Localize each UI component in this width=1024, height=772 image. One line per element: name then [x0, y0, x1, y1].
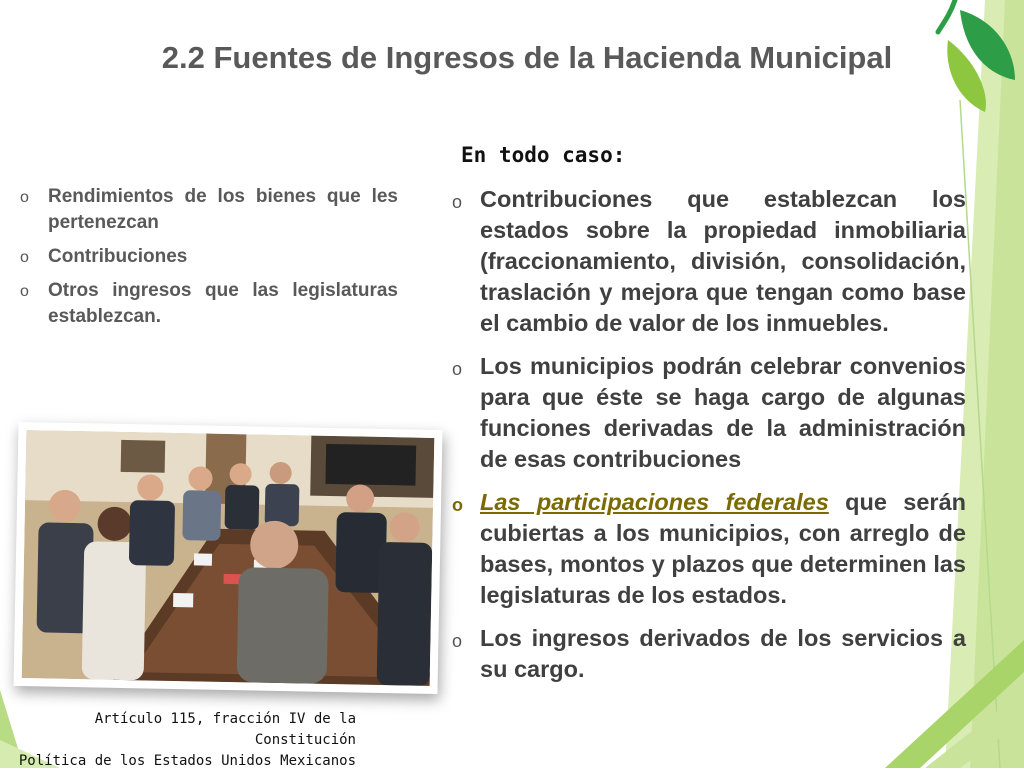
citation-line: Artículo 115, fracción IV de la Constitución [94, 711, 356, 748]
left-list-item [20, 244, 398, 270]
meeting-photo [14, 422, 443, 694]
bullet-icon: o [452, 359, 463, 379]
meeting-photo-illustration [22, 430, 435, 686]
right-item-text: Los ingresos derivados de los servicios a su cargo. [480, 625, 966, 682]
right-item-text: Contribuciones que establezcan los estados sobre la propiedad inmobiliaria (fraccionamiento, división, consolidación, traslación y mejora que tengan como base el cambio de valor de los inmuebles. [480, 186, 966, 336]
slide-title: 2.2 Fuentes de Ingresos de la Hacienda Municipal [161, 40, 893, 75]
left-list-item [20, 184, 398, 236]
bullet-icon: o [452, 631, 463, 651]
right-item-text: Los municipios podrán celebrar convenios para que éste se haga cargo de algunas funciones derivadas de la administración de esas contribuciones [480, 353, 966, 472]
citation-footer [0, 709, 356, 772]
left-item-text: Contribuciones [48, 246, 188, 267]
right-subheading: En todo caso: [461, 143, 626, 167]
right-item-text: que serán cubiertas a los municipios, con arreglo de bases, montos y plazos que determinen las legislaturas de los estados. [480, 489, 967, 608]
bullet-icon: o [452, 192, 463, 212]
citation-line: Política de los Estados Unidos Mexicanos [18, 753, 356, 769]
right-list-item [452, 351, 966, 475]
bullet-icon: o [20, 249, 29, 266]
left-item-text: Otros ingresos que las legislaturas establezcan. [48, 280, 398, 327]
bullet-icon: o [20, 189, 29, 206]
left-bullet-list [20, 184, 398, 338]
right-bullet-list [452, 184, 966, 697]
bullet-icon: o [452, 495, 463, 515]
bullet-icon: o [20, 283, 29, 300]
left-list-item [20, 278, 398, 330]
right-list-item [452, 487, 966, 611]
right-list-item [452, 184, 966, 339]
left-item-text: Rendimientos de los bienes que les pertenezcan [48, 186, 398, 233]
highlighted-phrase: Las participaciones federales [480, 489, 829, 515]
right-list-item [452, 623, 966, 685]
